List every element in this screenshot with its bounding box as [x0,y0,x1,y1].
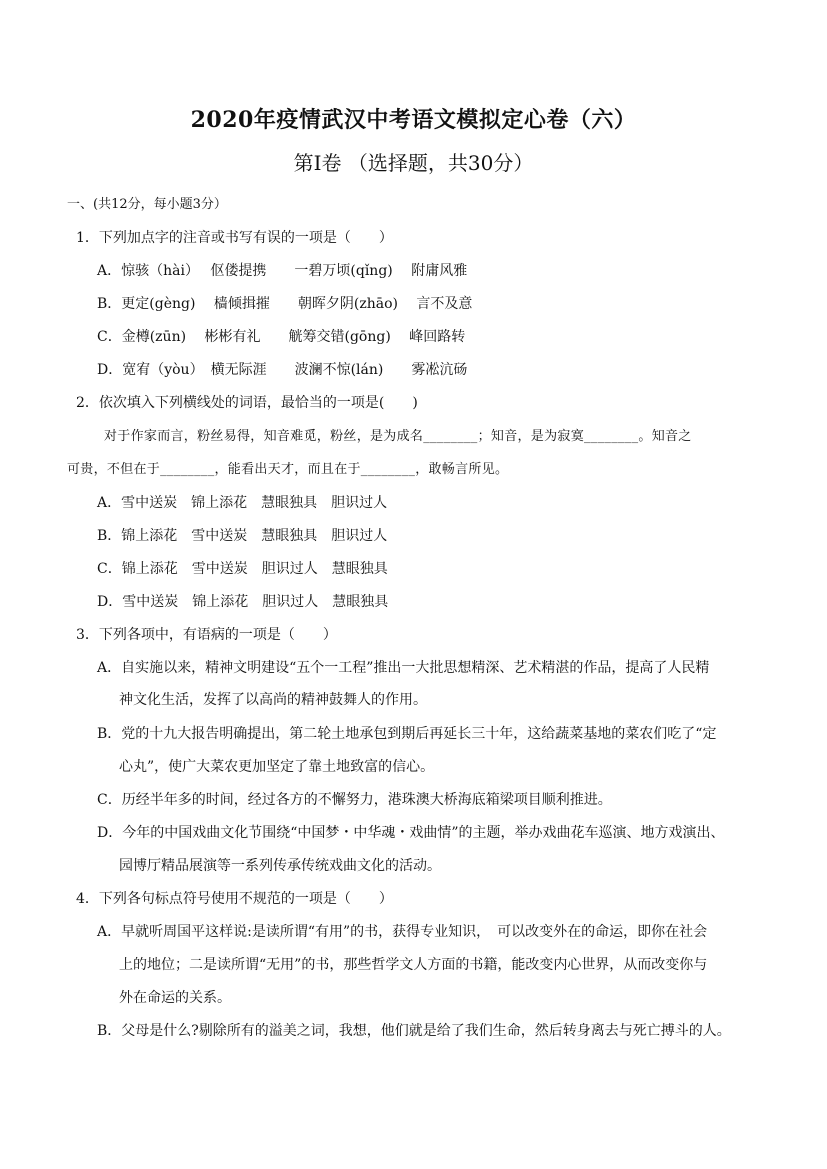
question-3-option-d-line-2: 园博厅精品展演等一系列传承传统戏曲文化的活动。 [119,858,441,874]
page-subtitle: 第Ⅰ卷 （选择题，共30分） [293,151,534,175]
question-3-option-a-line-2: 神文化生活，发挥了以高尚的精神鼓舞人的作用。 [119,692,427,708]
question-2-option-a: A．雪中送炭 锦上添花 慧眼独具 胆识过人 [97,495,388,511]
question-3-stem: 3．下列各项中，有语病的一项是（ ） [76,627,337,643]
question-2-option-d: D．雪中送炭 锦上添花 胆识过人 慧眼独具 [97,594,389,610]
question-4-option-a-line-1: A．早就听周国平这样说:是读所谓“有用”的书，获得专业知识， 可以改变外在的命运，即你在社会 [97,924,708,940]
question-1-option-a: A．惊骇（hài） 伛偻提携 一碧万顷(qǐng) 附庸风雅 [97,263,468,279]
question-1-option-c: C．金樽(zūn) 彬彬有礼 觥筹交错(gōng) 峰回路转 [97,329,466,345]
question-4-option-a-line-3: 外在命运的关系。 [119,990,231,1006]
question-2-option-b: B．锦上添花 雪中送炭 慧眼独具 胆识过人 [97,528,388,544]
question-2-stem: 2．依次填入下列横线处的词语，最恰当的一项是( ) [76,395,418,411]
page-title: 2020年疫情武汉中考语文模拟定心卷（六） [190,107,637,133]
section-heading: 一、(共12分，每小题3分） [67,197,227,212]
question-3-option-d-line-1: D．今年的中国戏曲文化节围绕“中国梦・中华魂・戏曲情”的主题，举办戏曲花车巡演、地方戏演出、 [97,825,725,841]
question-4-option-b-line-1: B．父母是什么?剔除所有的溢美之词，我想，他们就是给了我们生命，然后转身离去与死亡搏斗的人。 [97,1023,731,1039]
question-3-option-c: C．历经半年多的时间，经过各方的不懈努力，港珠澳大桥海底箱梁项目顺利推进。 [97,792,612,808]
question-3-option-b-line-1: B．党的十九大报告明确提出，第二轮土地承包到期后再延长三十年，这给蔬菜基地的菜农们吃了“定 [97,726,717,742]
question-3-option-b-line-2: 心丸”，使广大菜农更加坚定了靠土地致富的信心。 [119,759,435,775]
question-4-stem: 4．下列各句标点符号使用不规范的一项是（ ） [76,891,393,907]
question-4-option-a-line-2: 上的地位；二是读所谓“无用”的书，那些哲学文人方面的书籍，能改变内心世界，从而改变你与 [119,957,708,973]
question-2-passage-line-1: 对于作家而言，粉丝易得，知音难觅，粉丝，是为成名________；知音，是为寂寞________。知音之 [104,429,692,444]
question-2-passage-line-2: 可贵，不但在于________，能看出天才，而且在于________，敢畅言所见。 [67,462,509,477]
question-3-option-a-line-1: A．自实施以来，精神文明建设“五个一工程”推出一大批思想精深、艺术精湛的作品，提高了人民精 [97,660,710,676]
question-1-option-b: B．更定(gèng) 樯倾揖摧 朝晖夕阴(zhāo) 言不及意 [97,296,473,312]
question-2-option-c: C．锦上添花 雪中送炭 胆识过人 慧眼独具 [97,561,388,577]
question-1-option-d: D．宽宥（yòu） 横无际涯 波澜不惊(lán) 雾凇沆砀 [97,362,468,378]
question-1-stem: 1．下列加点字的注音或书写有误的一项是（ ） [76,230,393,246]
